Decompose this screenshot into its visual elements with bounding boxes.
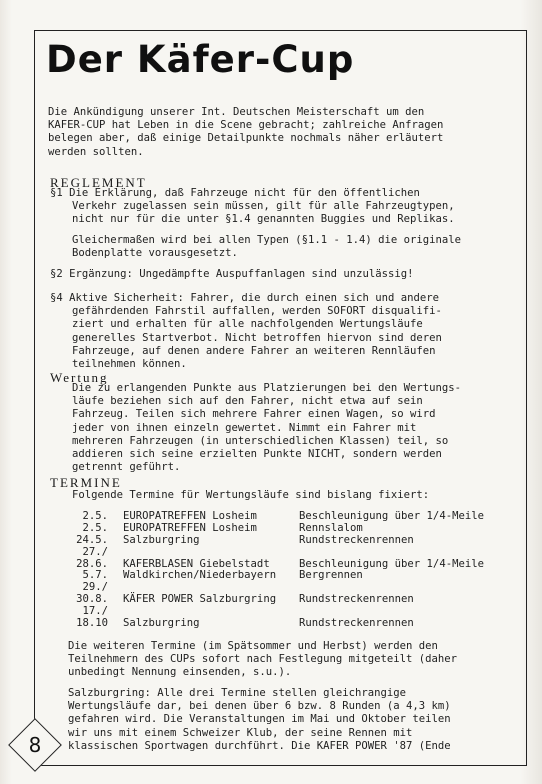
reglement-line: Gleichermaßen wird bei allen Typen (§1.1 - 1.4) die originale: [72, 234, 462, 246]
salzburg-line: Wertungsläufe dar, bei denen über 6 bzw. 8 Runden (a 4,3 km): [68, 700, 451, 713]
intro-line: belegen aber, daß einige Detailpunkte nochmals näher erläutert: [48, 132, 444, 145]
schedule-date: 24.5.: [76, 533, 108, 546]
schedule-event: KAFERBLASEN Giebelstadt: [123, 557, 270, 570]
schedule-event: KÄFER POWER Salzburgring: [123, 593, 277, 606]
wertung-line: jeder von ihnen einzeln gewertet. Nimmt ein Fahrer mit: [72, 421, 417, 434]
schedule-type: Rundstreckenrennen: [299, 533, 414, 546]
article-title: Der Käfer-Cup: [46, 38, 355, 81]
note-line: Die weiteren Termine (im Spätsommer und Herbst) werden den: [68, 640, 438, 652]
schedule-type: Beschleunigung über 1/4-Meile: [299, 510, 484, 522]
reglement-line: teilnehmen können.: [72, 358, 187, 371]
wertung-line: addieren sich seine erzielten Punkte NICHT, sondern werden: [72, 448, 442, 461]
schedule-type: Rundstreckenrennen: [299, 617, 414, 630]
wertung-line: getrennt geführt.: [72, 461, 181, 474]
schedule-event: Waldkirchen/Niederbayern: [123, 569, 277, 582]
reglement-paragraph-2: [72, 234, 461, 260]
intro-line: Die Ankündigung unserer Int. Deutschen Meisterschaft um den: [48, 106, 425, 118]
section-heading-termine: TERMINE: [50, 475, 122, 490]
reglement-line: §1 Die Erklärung, daß Fahrzeuge nicht für den öffentlichen: [50, 187, 420, 199]
salzburg-line: klassischen Sportwagen durchführt. Die KAFER POWER '87 (Ende: [68, 739, 451, 752]
reglement-paragraph-1: [50, 187, 455, 227]
salzburg-line: wir uns mit einem Schweizer Klub, der seine Rennen mit: [68, 726, 413, 739]
note-line: unbedingt Nennung einsenden, s.u.).: [68, 666, 292, 679]
schedule-table: [68, 511, 508, 630]
salzburg-line: Salzburgring: Alle drei Termine stellen gleichrangige: [68, 687, 407, 699]
termine-note: [68, 640, 457, 680]
schedule-row: [68, 523, 508, 535]
schedule-date: 17./: [82, 605, 108, 618]
note-line: Teilnehmern des CUPs sofort nach Festlegung mitgeteilt (daher: [68, 653, 458, 666]
reglement-paragraph-3: §2 Ergänzung: Ungedämpfte Auspuffanlagen sind unzulässig!: [50, 268, 414, 280]
schedule-row: [68, 547, 508, 559]
intro-line: werden sollten.: [48, 145, 144, 158]
schedule-date: 29./: [82, 581, 108, 594]
schedule-date: 18.10: [76, 617, 108, 630]
reglement-line: Fahrzeuge, auf denen andere Fahrer an weiteren Rennläufen: [72, 344, 436, 357]
schedule-row: [68, 618, 508, 630]
reglement-line: ziert und erhalten für alle nachfolgenden Wertungsläufe: [72, 318, 423, 331]
schedule-type: Rundstreckenrennen: [299, 593, 414, 606]
schedule-event: EUROPATREFFEN Losheim: [123, 510, 257, 522]
schedule-date: 30.8.: [76, 593, 108, 606]
schedule-date: 2.5.: [82, 510, 108, 522]
schedule-date: 5.7.: [82, 569, 108, 582]
schedule-row: [68, 570, 508, 582]
reglement-line: nicht nur für die unter §1.4 genannten Buggies und Replikas.: [72, 213, 455, 226]
schedule-type: Bergrennen: [299, 569, 363, 582]
termine-intro: Folgende Termine für Wertungsläufe sind bislang fixiert:: [72, 489, 430, 501]
salzburg-line: gefahren wird. Die Veranstaltungen im Mai und Oktober teilen: [68, 713, 451, 726]
wertung-line: mehreren Fahrzeugen (in unterschiedlichen Klassen) teil, so: [72, 434, 449, 447]
schedule-type: Beschleunigung über 1/4-Meile: [299, 557, 484, 570]
reglement-line: gefährdenden Fahrstil auffallen, werden SOFORT disqualifi-: [72, 305, 442, 318]
intro-paragraph: [48, 106, 494, 159]
wertung-paragraph: [72, 382, 461, 474]
schedule-event: Salzburgring: [123, 617, 200, 630]
reglement-line: Verkehr zugelassen sein müssen, gilt für alle Fahrzeugtypen,: [72, 200, 455, 213]
intro-line: KAFER-CUP hat Leben in die Scene gebracht; zahlreiche Anfragen: [48, 119, 444, 132]
schedule-event: EUROPATREFFEN Losheim: [123, 521, 257, 534]
schedule-row: [68, 535, 508, 547]
section-heading-wertung: Wertung: [50, 370, 109, 385]
page-number: 8: [28, 733, 42, 757]
reglement-line: Bodenplatte vorausgesetzt.: [72, 247, 238, 260]
wertung-line: Die zu erlangenden Punkte aus Platzierungen bei den Wertungs-: [72, 382, 462, 394]
salzburg-paragraph: [68, 687, 451, 753]
reglement-line: generelles Startverbot. Nicht betroffen hiervon sind deren: [72, 331, 442, 344]
schedule-date: 27./: [82, 545, 108, 558]
schedule-date: 2.5.: [82, 521, 108, 534]
schedule-row: [68, 594, 508, 606]
wertung-line: läufe beziehen sich auf den Fahrer, nicht etwa auf sein: [72, 395, 423, 408]
schedule-event: Salzburgring: [123, 533, 200, 546]
wertung-line: Fahrzeug. Teilen sich mehrere Fahrer einen Wagen, so wird: [72, 408, 436, 421]
reglement-paragraph-4: [50, 292, 442, 371]
schedule-date: 28.6.: [76, 557, 108, 570]
section-heading-reglement: REGLEMENT: [50, 175, 147, 190]
reglement-line: §4 Aktive Sicherheit: Fahrer, die durch einen sich und andere: [50, 292, 440, 304]
schedule-type: Rennslalom: [299, 521, 363, 534]
